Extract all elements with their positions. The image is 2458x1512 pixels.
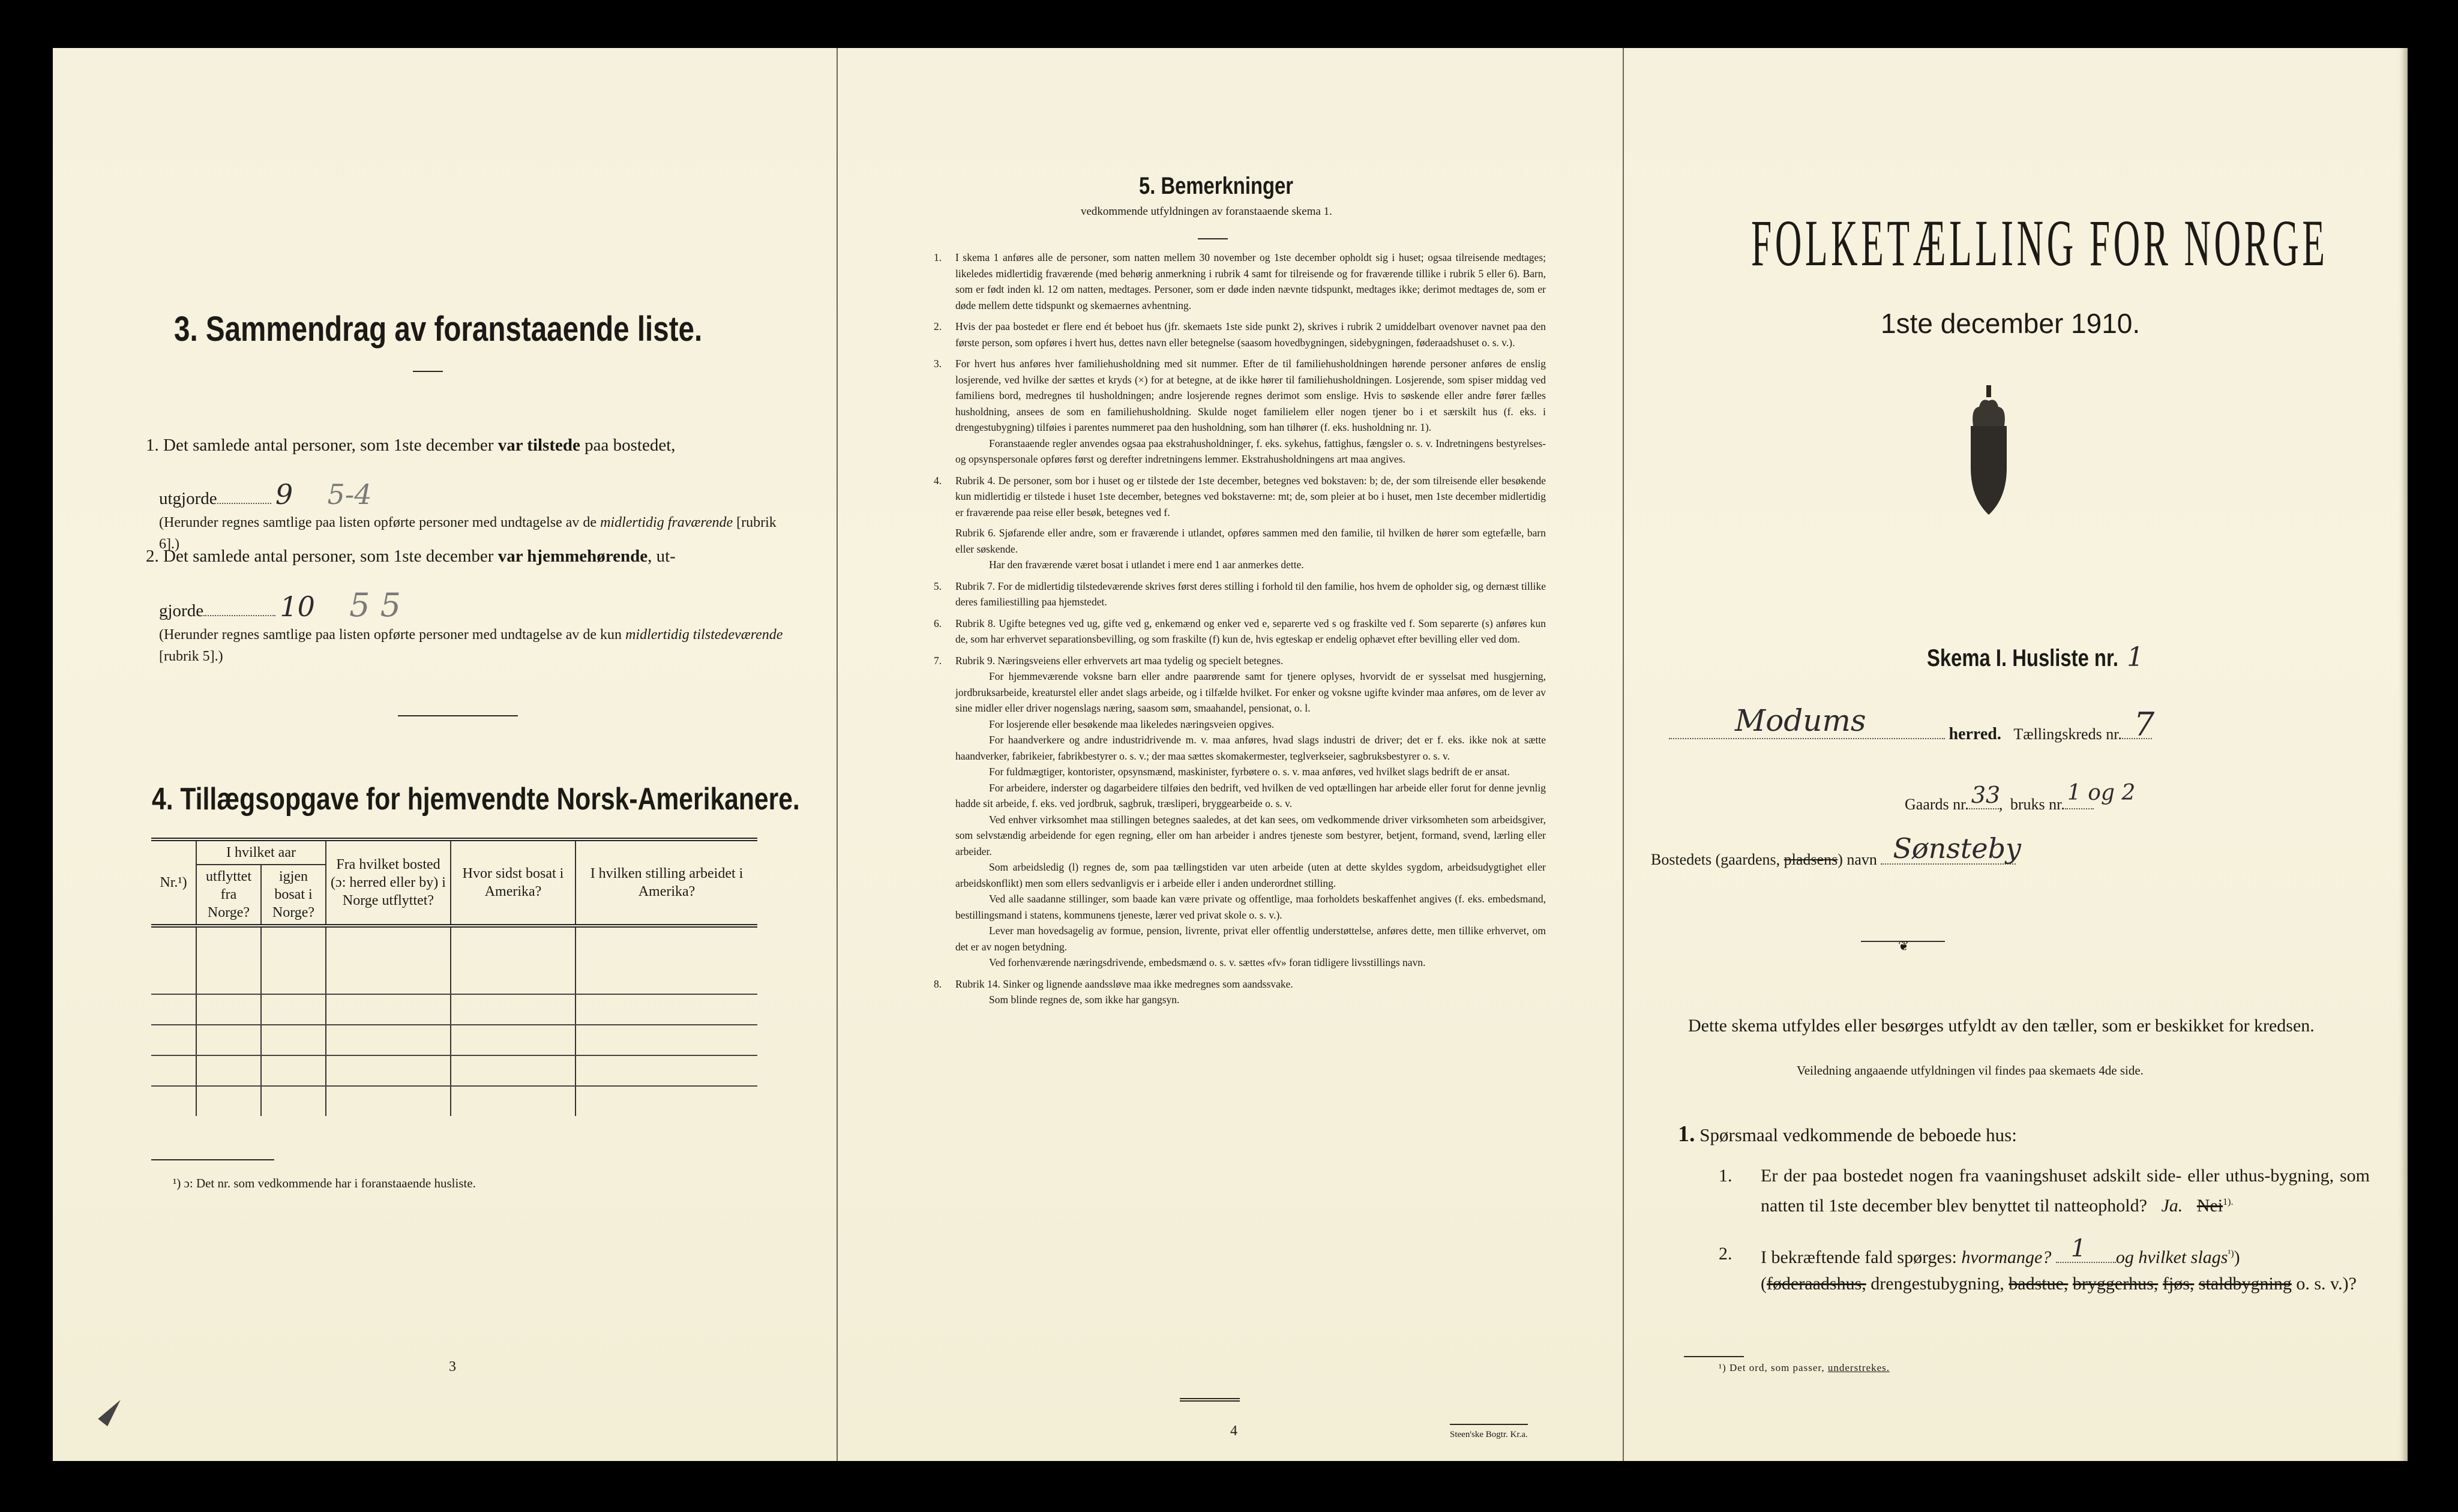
remark-item: 6. Rubrik 8. Ugifte betegnes ved ug, gifte ved g, enkemænd og enker ved e, separerte ved s og fraskilte ved f. Som separerte (s) anføres kun de, som har erhvervet separationsbevilling, og som fraskilte (f) kun de, hvis egteskap er endelig ophævet efter bevilling eller ved dom. (934, 617, 1546, 645)
ink-mark (98, 1396, 125, 1426)
heading-divider (1198, 238, 1228, 239)
col-returned: igjen bosat i Norge? (261, 865, 326, 926)
guidance-text: Veiledning angaaende utfyldningen vil findes paa skemaets 4de side. (1797, 1063, 2144, 1078)
option-struck[interactable]: badstue, (2009, 1274, 2069, 1294)
bruks-nr-field[interactable]: 1 og 2 (2067, 781, 2136, 805)
page-1-cover (1624, 48, 2408, 1461)
page-number: 4 (1230, 1423, 1237, 1439)
question-section-heading: 1. Spørsmaal vedkommende de beboede hus: (1678, 1121, 2017, 1147)
col-from-place: Fra hvilket bosted (ɔ: herred eller by) i Norge utflyttet? (326, 839, 451, 926)
col-emigrated: utflyttet fra Norge? (196, 865, 261, 926)
kreds-field[interactable]: 7 (2133, 706, 2155, 743)
table-row (151, 1055, 757, 1086)
remark-item: 5. Rubrik 7. For de midlertidig tilstedeværende skrives først deres stilling i forhold til den familie, hos hvem de opholder sig, og dernæst tillike deres familiestilling paa hjemstedet. (934, 580, 1546, 608)
section-4-heading: 4. Tillægsopgave for hjemvendte Norsk-Amerikanere. (152, 782, 800, 817)
page-3 (53, 48, 838, 1461)
farm-number-line: Gaards nr. 33 , bruks nr. 1 og 2 (1905, 781, 2136, 813)
present-count-field[interactable]: 9 (275, 478, 293, 511)
instruction-text: Dette skema utfyldes eller besørges utfyldt av den tæller, som er beskikket for kredsen. (1688, 1016, 2315, 1036)
remark-item: 3. For hvert hus anføres hver familiehusholdning med sit nummer. Efter de til familiehusholdningen hørende personer anføres de enslig losjerende, ved hvilke der sættes et kryds (×) for at betegne, at de ikke hører til familiehusholdningen. Losjerende, som spiser middag ved familiens bord, medregnes til husholdningen; andre losjerende regnes derimot som enslige. Hvis to søskende eller andre fører fælles husholdning, ansees de som en familiehusholdning. Skulde noget familielem eller nogen tjener bo i et særskilt hus (f. eks. i drengestubygning) tilføies i parentes nummeret paa den husholdning, som han tilhører (f. eks. husholdning nr. 1). Foranstaaende regler anvendes ogsaa paa ekstrahusholdninger, f. eks. sykehus, fattighus, fængsler o. s. v. Indretningens bestyrelses- og opsynspersonale opføres først og derefter indretningens lemmer. Ekstrahusholdningens art maa angives. (934, 358, 1546, 465)
norwegian-american-table (151, 838, 757, 1116)
option-selected[interactable]: drengestubygning, (1871, 1274, 2004, 1294)
schema-label: Skema I. Husliste nr. 1 (1927, 642, 2144, 673)
residence-name-line: Bostedets (gaardens, pladsens) navn Sønsteby (1651, 832, 2022, 868)
remarks-list (934, 250, 1546, 1013)
remark-item: 8. Rubrik 14. Sinker og lignende aandssløve maa ikke medregnes som aandssvake. Som blinde regnes de, som ikke har gangsyn. (934, 977, 1293, 1006)
census-date: 1ste december 1910. (1881, 308, 2141, 339)
bosted-field[interactable]: Sønsteby (1893, 832, 2022, 865)
answer-yes[interactable]: Ja. (2161, 1196, 2183, 1216)
page-4 (838, 48, 1624, 1461)
col-group-year: I hvilket aar (196, 839, 326, 865)
norwegian-coat-of-arms-icon (1965, 384, 2013, 516)
building-count-field[interactable]: 1 (2070, 1235, 2087, 1262)
herred-field[interactable]: Modums (1735, 703, 1866, 738)
section-divider (398, 715, 518, 716)
option-struck[interactable]: fjøs, (2162, 1274, 2195, 1294)
option-struck[interactable]: bryggerhus, (2072, 1274, 2159, 1294)
col-occupation: I hvilken stilling arbeidet i Amerika? (575, 839, 757, 926)
section-3-heading: 3. Sammendrag av foranstaaende liste. (174, 310, 703, 349)
gaards-nr-field[interactable]: 33 (1971, 782, 2001, 808)
herred-line: Modums herred. Tællingskreds nr. 7 (1669, 720, 2152, 744)
remark-item: 4. Rubrik 4. De personer, som bor i huset og er tilstede der 1ste december, betegnes ved bokstaven: b; de, der som tilreisende eller besøkende kun midlertidig er tilstede i huset 1ste december, betegnes ved bokstaverne: mt; de, som pleier at bo i huset, men 1ste december midlertidig er fraværende paa reise eller besøk, betegnes ved f. Rubrik 6. Sjøfarende eller andre, som er fraværende i utlandet, opføres sammen med den familie, til hvilken de hører som egtefælle, barn eller søskende. Har den fraværende været bosat i utlandet i mere end 1 aar anmerkes dette. (934, 474, 1546, 571)
col-last-residence: Hvor sidst bosat i Amerika? (451, 839, 575, 926)
question-2: 2. I bekræftende fald spørges: hvormange? 1 og hvilket slags$^{^1)}$) (føderaadshus, drengestubygning, badstue, bryggerhus, fjøs, staldbygning o. s. v.)? (1719, 1235, 2357, 1294)
double-rule (1180, 1398, 1240, 1399)
remarks-heading: 5. Bemerkninger (1139, 173, 1294, 199)
remark-item: 2. Hvis der paa bostedet er flere end ét beboet hus (jfr. skemaets 1ste side punkt 2), skrives i rubrik 2 umiddelbart ovenover navnet paa den første person, som opføres i hvert hus, dettes navn eller betegnelse (saasom hovedbygningen, sidebygningen, føderaadshuset o. s. v.). (934, 320, 1546, 349)
remarks-subheading: vedkommende utfyldningen av foranstaaende skema 1. (1081, 205, 1332, 218)
page-number: 3 (449, 1359, 456, 1375)
census-title: FOLKETÆLLING FOR NORGE (1751, 206, 2328, 280)
summary-item-1: 1. Det samlede antal personer, som 1ste december var tilstede paa bostedet, utgjorde 9 5-4 (Herunder regnes samtlige paa listen opførte personer med undtagelse av de midlertidig fraværende [rubrik 6].) (146, 436, 777, 552)
table-row (151, 1086, 757, 1116)
footnote-divider (1684, 1356, 1744, 1357)
printer-rule (1450, 1424, 1528, 1425)
printer-imprint: Steen'ske Bogtr. Kr.a. (1450, 1430, 1528, 1439)
resident-count-field[interactable]: 10 (280, 590, 315, 623)
footnote: ¹) ɔ: Det nr. som vedkommende har i foranstaaende husliste. (173, 1176, 476, 1190)
option-struck[interactable]: staldbygning (2198, 1274, 2292, 1294)
table-row (151, 1025, 757, 1055)
fleuron-divider-icon: ❦ (1861, 936, 1945, 954)
pencil-annotation: 5-4 (327, 478, 372, 511)
husliste-nr-field[interactable]: 1 (2127, 642, 2144, 673)
option-struck[interactable]: føderaadshus, (1767, 1274, 1866, 1294)
table-row (151, 926, 757, 994)
footnote: ¹) Det ord, som passer, understrekes. (1719, 1362, 1890, 1373)
remark-item: 7. Rubrik 9. Næringsveiens eller erhvervets art maa tydelig og specielt betegnes. For hjemmeværende voksne barn eller andre paarørende samt for tjenere oplyses, hvorvidt de er sysselsat med husgjerning, jordbruksarbeide, kreaturstel eller andet slags arbeide, og i tilfælde hvilket. For enker og voksne ugifte kvinder maa anføres, om de lever av sine midler eller driver nogenslags næring, saasom søm, smaahandel, pensionat, o. l. For losjerende eller besøkende maa likeledes næringsveien opgives. For haandverkere og andre industridrivende m. v. maa anføres, hvad slags industri de driver; det er f. eks. ikke nok at sætte haandverker, fabrikeier, fabrikbestyrer o. s. v.; der maa sættes skomakermester, teglverkseier, sagbruksbestyrer o. s. v. For fuldmægtiger, kontorister, opsynsmænd, maskinister, fyrbøtere o. s. v. maa anføres, ved hvilket slags bedrift de er ansat. For arbeidere, inderster og dagarbeidere tilføies den bedrift, ved hvilken de ved optællingen har arbeide eller forut for denne jevnlig hadde sit arbeide, f. eks. ved jordbruk, sagbruk, træsliperi, bryggearbeide o. s. v. Ved enhver virksomhet maa stillingen betegnes saaledes, at det kan sees, om vedkommende driver virksomheten som arbeidsgiver, som selvstændig arbeidende for egen regning, eller om han arbeider i andres tjeneste som bestyrer, betjent, formand, svend, lærling eller arbeider. Som arbeidsledig (l) regnes de, som paa tællingstiden var uten arbeide (uten at dette skyldes sygdom, arbeidsudygtighet eller arbeidskonflikt) men som ellers sedvanligvis er i arbeide eller i anden underordnet stilling. Ved alle saadanne stillinger, som baade kan være private og offentlige, maa forholdets beskaffenhet angives (f. eks. embedsmand, bestillingsmand i statens, kommunens tjeneste, lærer ved privat skole o. s. v.). Lever man hovedsagelig av formue, pension, livrente, privat eller offentlig understøttelse, anføres dette, men tillike erhvervet, om det er av nogen betydning. Ved forhenværende næringsdrivende, embedsmænd o. s. v. sættes «fv» foran tidligere livsstillings navn. (934, 654, 1546, 968)
table-row (151, 994, 757, 1025)
remark-item: 1. I skema 1 anføres alle de personer, som natten mellem 30 november og 1ste december opholdt sig i huset; ogsaa tilreisende medtages; likeledes midlertidig fraværende (med behørig anmerkning i rubrik 4 samt for tilreisende og for fraværende tillike i rubrik 5 eller 6). Barn, som er født inden kl. 12 om natten, medtages. Personer, som er døde inden nævnte tidspunkt, medtages ikke; derimot medtages de, som er døde mellem dette tidspunkt og skemaernes avhentning. (934, 251, 1546, 311)
pencil-annotation: 5 5 (349, 586, 401, 624)
footnote-divider (151, 1159, 274, 1160)
answer-no-struck[interactable]: Nei (2196, 1196, 2223, 1216)
col-nr: Nr.¹) (160, 875, 187, 890)
question-1: 1. Er der paa bostedet nogen fra vaaningshuset adskilt side- eller uthus-bygning, som natten til 1ste december blev benyttet til natteophold? Ja. Nei$^{1).}$ (1719, 1166, 2370, 1216)
heading-divider (413, 371, 443, 372)
summary-item-2: 2. Det samlede antal personer, som 1ste december var hjemmehørende, ut- gjorde 10 5 5 (Herunder regnes samtlige paa listen opførte personer med undtagelse av de kun midlertidig tilstedeværende [rubrik 5].) (146, 547, 783, 664)
